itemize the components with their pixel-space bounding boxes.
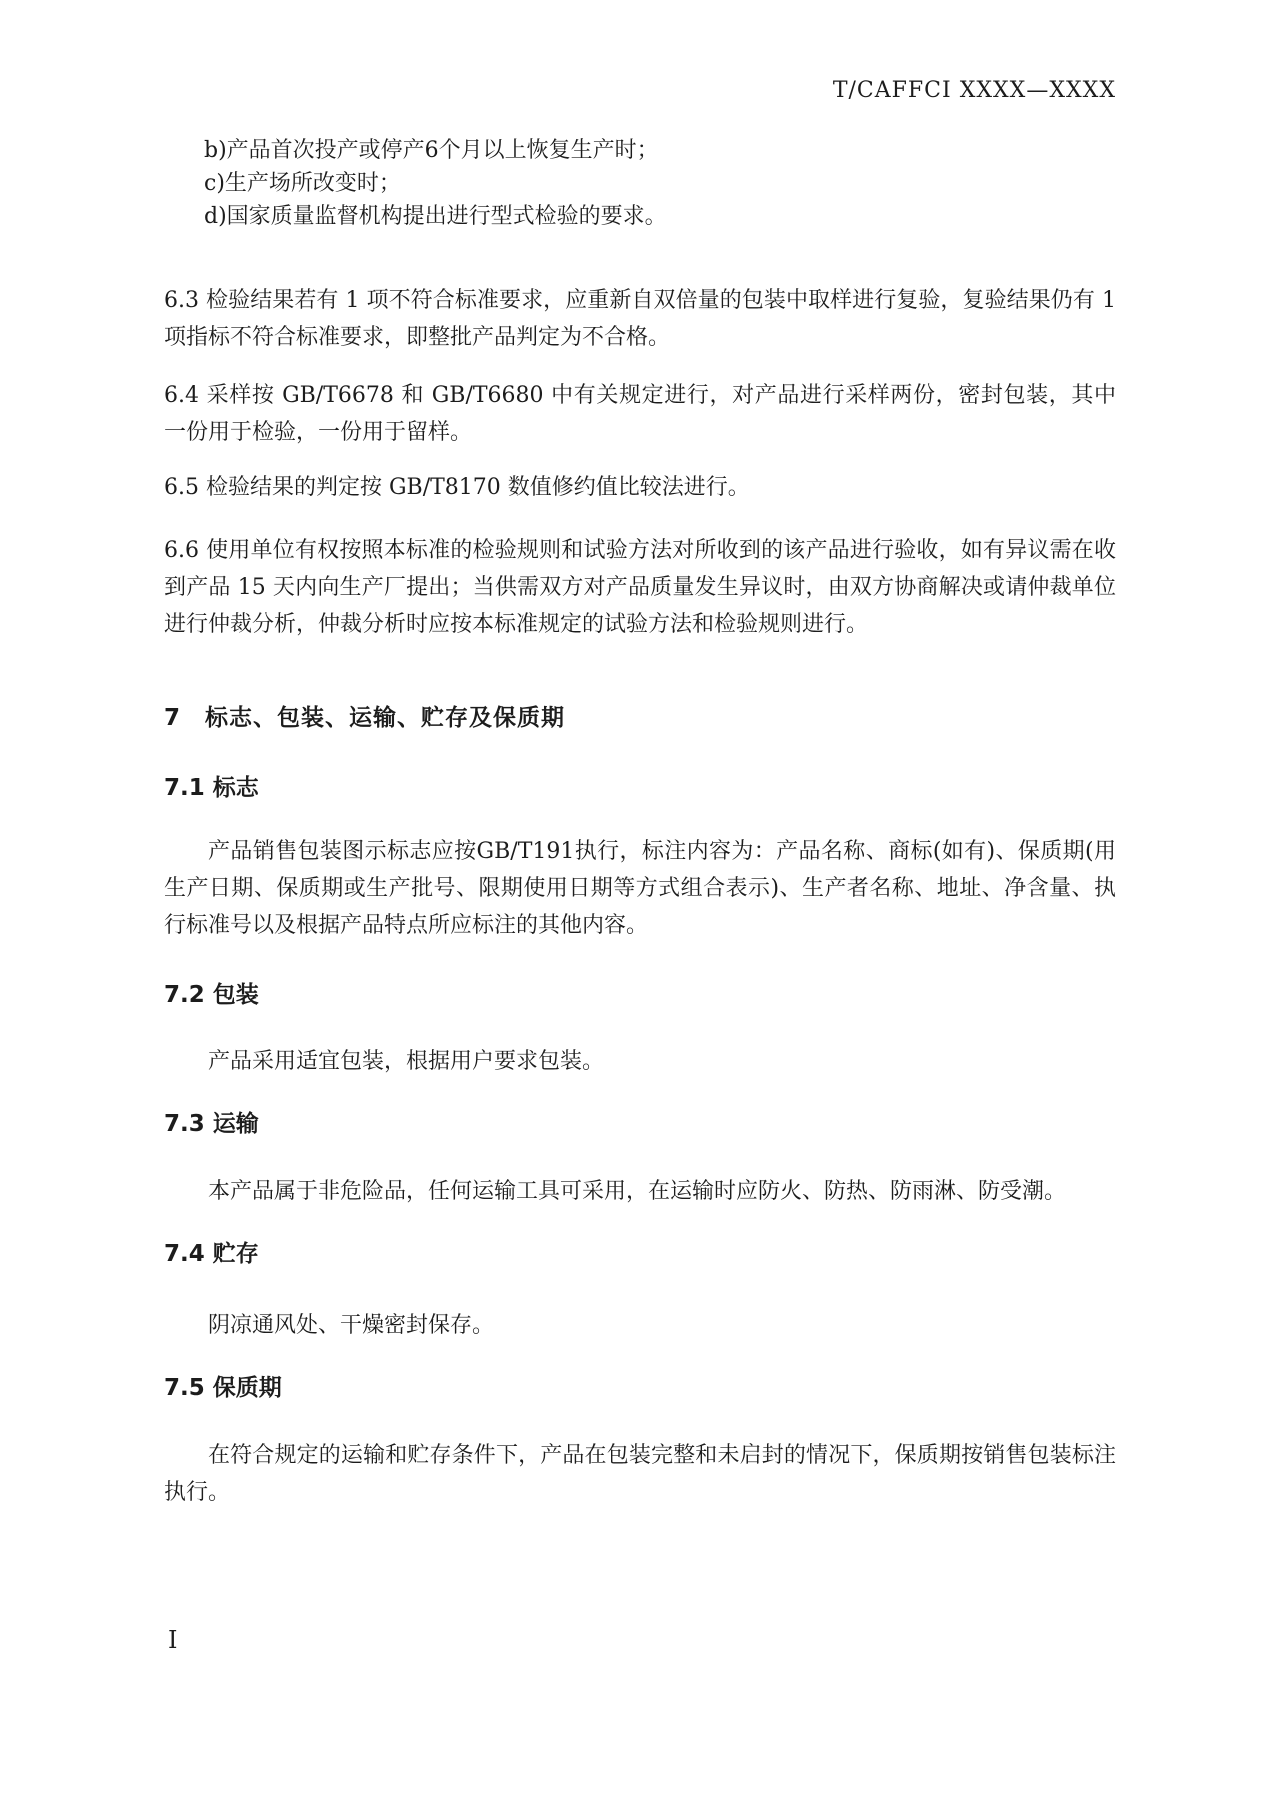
subsection-7-2-heading: 7.2 包装 (164, 982, 259, 1008)
subsection-7-3-heading: 7.3 运输 (164, 1111, 259, 1137)
subsection-7-5-heading: 7.5 保质期 (164, 1375, 282, 1401)
subsection-7-3-body: 本产品属于非危险品，任何运输工具可采用，在运输时应防火、防热、防雨淋、防受潮。 (208, 1179, 1067, 1204)
subsection-7-1-heading: 7.1 标志 (164, 775, 259, 801)
doc-code-header: T/CAFFCI XXXX—XXXX (832, 78, 1116, 103)
subsection-7-4-body: 阴凉通风处、干燥密封保存。 (208, 1313, 495, 1338)
clause-6-3: 6.3 检验结果若有 1 项不符合标准要求，应重新自双倍量的包装中取样进行复验，复验结果仍有 1 项指标不符合标准要求，即整批产品判定为不合格。 (164, 288, 1116, 350)
clause-6-4: 6.4 采样按 GB/T6678 和 GB/T6680 中有关规定进行，对产品进行采样两份，密封包装，其中一份用于检验，一份用于留样。 (164, 383, 1116, 445)
list-item: d)国家质量监督机构提出进行型式检验的要求。 (204, 204, 667, 229)
clause-6-5: 6.5 检验结果的判定按 GB/T8170 数值修约值比较法进行。 (164, 475, 750, 500)
subsection-7-1-body: 产品销售包装图示标志应按GB/T191执行，标注内容为：产品名称、商标(如有)、保质期(用生产日期、保质期或生产批号、限期使用日期等方式组合表示)、生产者名称、地址、净含量、执行标准号以及根据产品特点所应标注的其他内容。 (164, 839, 1116, 938)
list-item: c)生产场所改变时； (204, 171, 401, 196)
subsection-7-5-body: 在符合规定的运输和贮存条件下，产品在包装完整和未启封的情况下，保质期按销售包装标注执行。 (164, 1443, 1116, 1505)
subsection-7-2-body: 产品采用适宜包装，根据用户要求包装。 (208, 1049, 605, 1074)
section-7-heading: 7 标志、包装、运输、贮存及保质期 (164, 705, 566, 731)
type-inspection-condition-list (164, 134, 1116, 233)
page-number: I (168, 1626, 178, 1654)
subsection-7-4-heading: 7.4 贮存 (164, 1241, 259, 1267)
list-item: b)产品首次投产或停产6个月以上恢复生产时； (204, 138, 659, 163)
clause-6-6: 6.6 使用单位有权按照本标准的检验规则和试验方法对所收到的该产品进行验收，如有异议需在收到产品 15 天内向生产厂提出；当供需双方对产品质量发生异议时，由双方协商解决或请仲裁单位进行仲裁分析，仲裁分析时应按本标准规定的试验方法和检验规则进行。 (164, 538, 1116, 637)
